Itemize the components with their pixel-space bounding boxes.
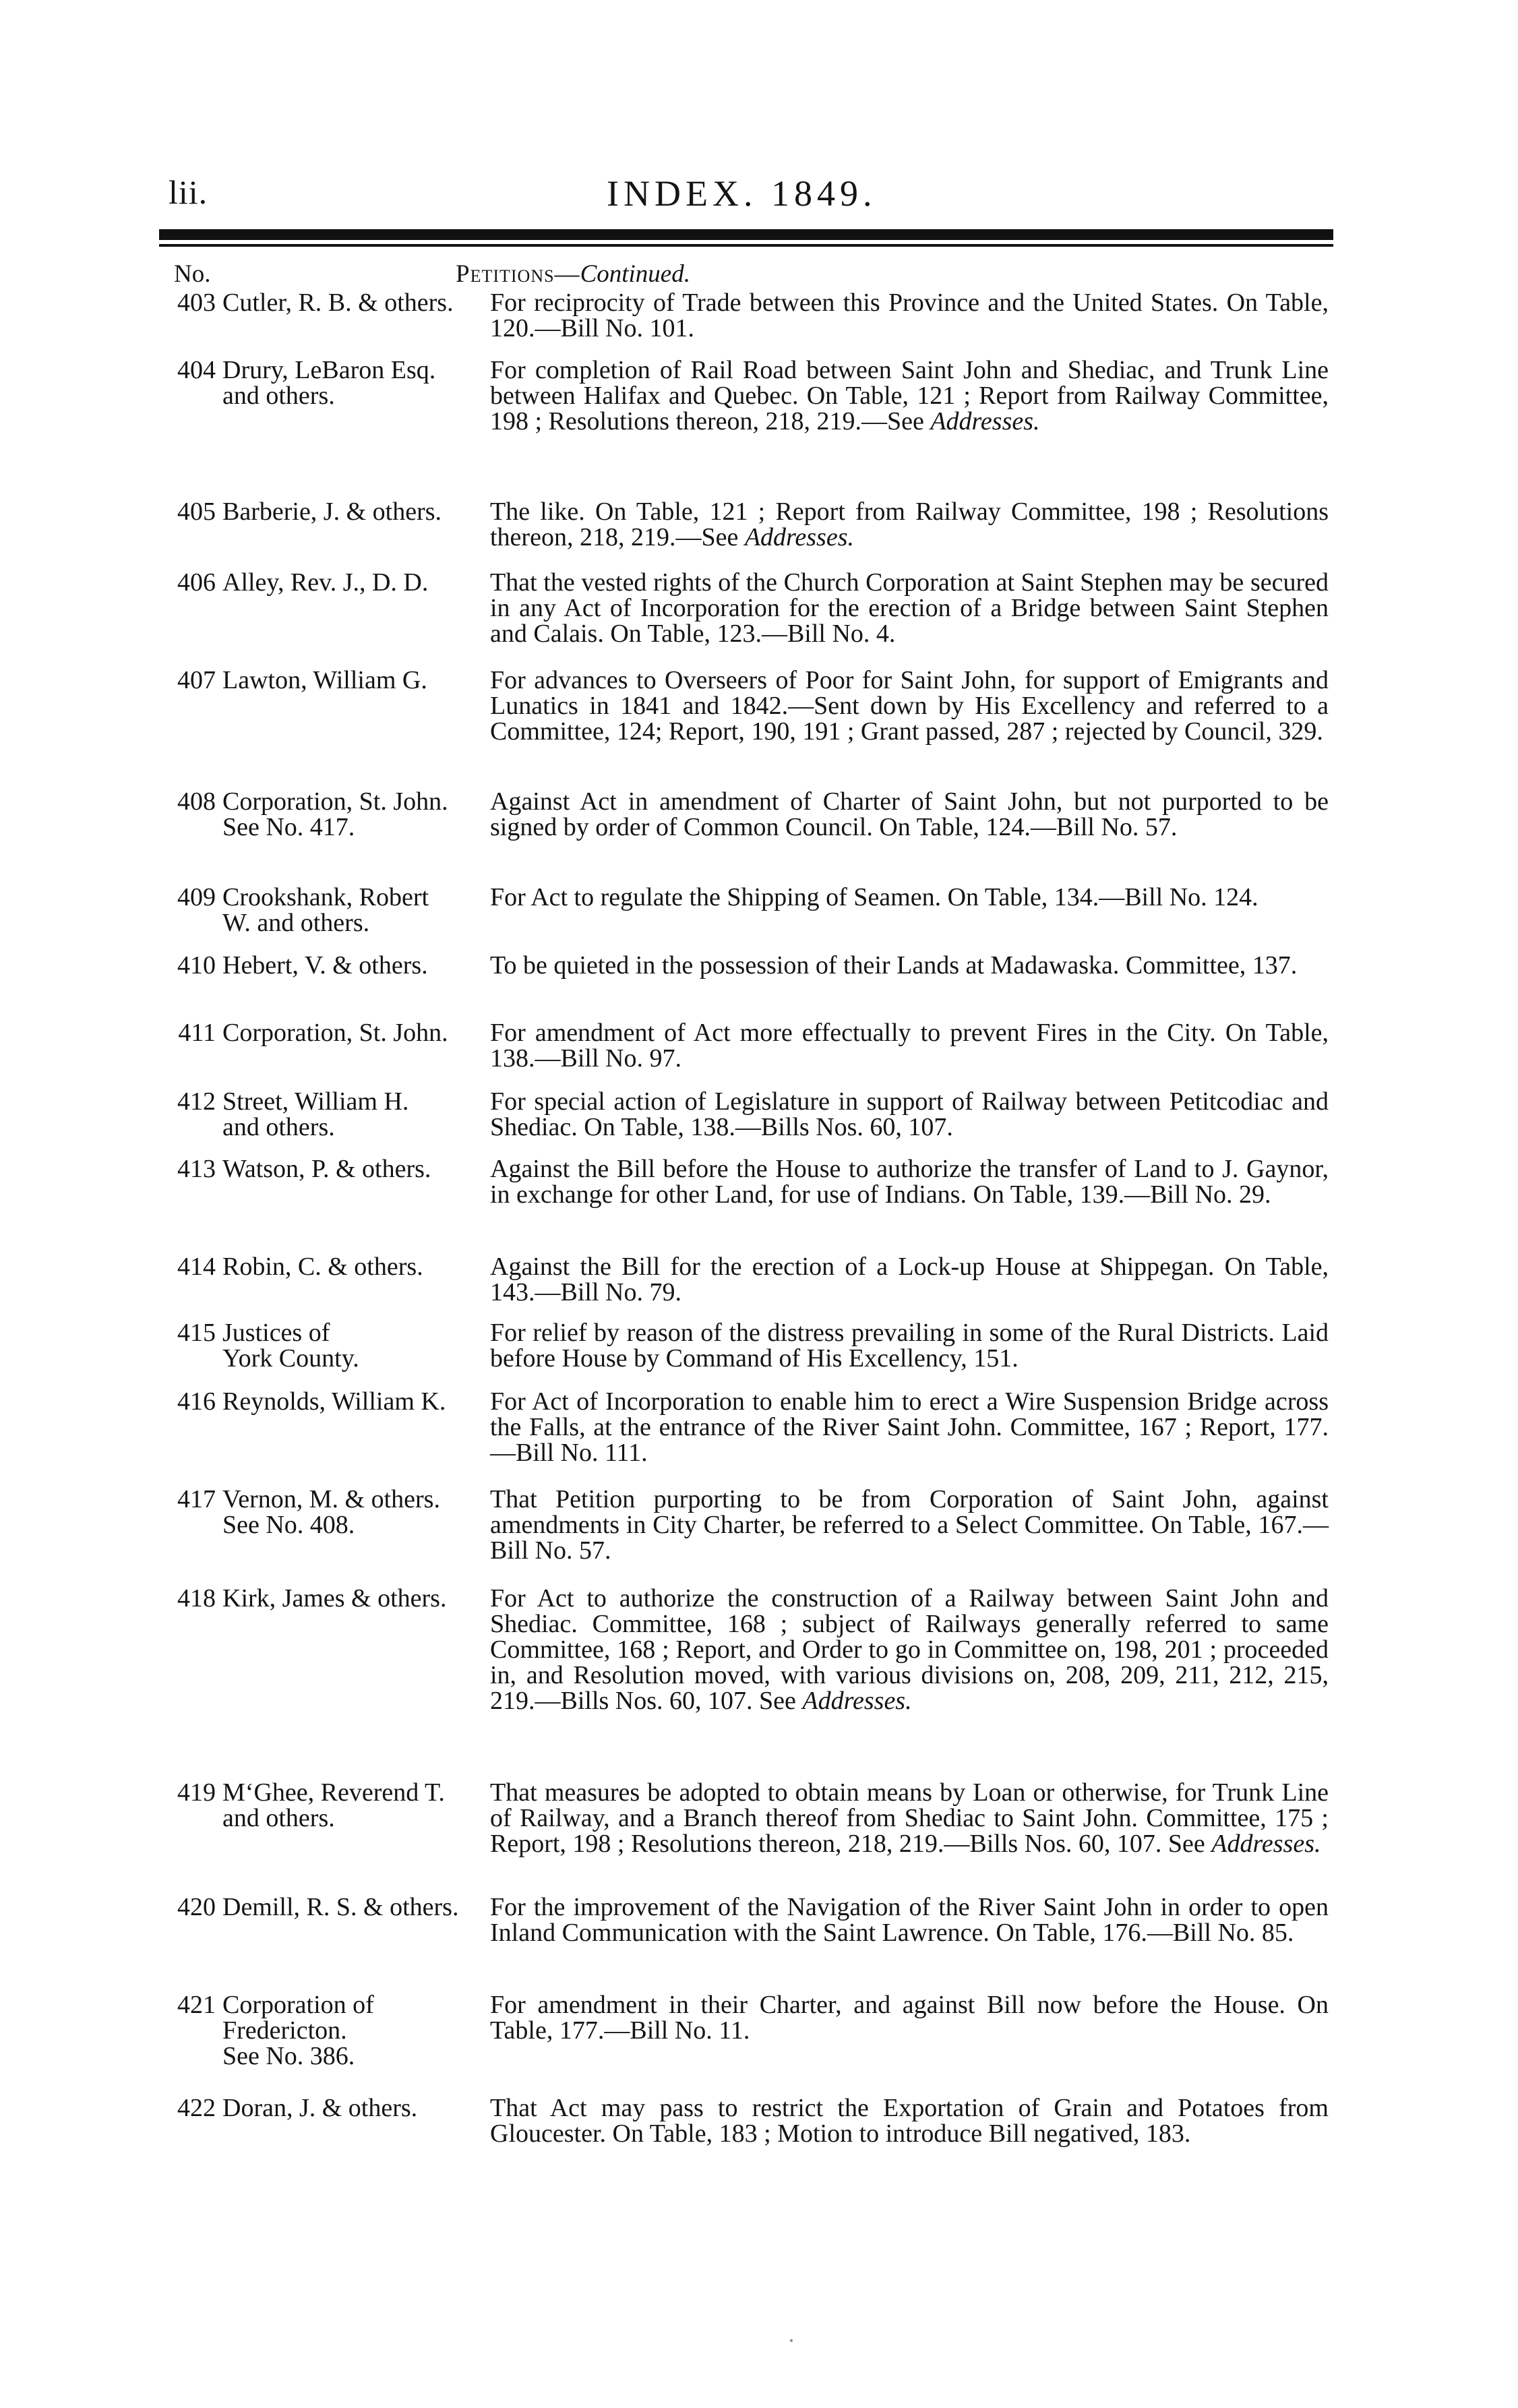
entry-description: For Act to authorize the construction of a Railway between Saint John and Shediac. Committee, 168 ; subject of Railways generally referred to same Committee, 168 ; Report, and Order to go in Committee on, 198, 201 ; proceeded in, and Resolution moved, with various divisions on, 208, 209, 211, 212, 215, 219.—Bills Nos. 60, 107. See Addresses.: [490, 1584, 1329, 1715]
cross-reference: Addresses.: [1211, 1830, 1321, 1858]
entry-description: For Act to regulate the Shipping of Seamen. On Table, 134.—Bill No. 124.: [490, 883, 1258, 911]
entry-petitioner: Kirk, James & others.: [222, 1584, 447, 1613]
entry-petitioner: Barberie, J. & others.: [222, 498, 442, 526]
running-head: [0, 173, 1518, 227]
entry-number: 413: [177, 1155, 216, 1183]
entry-petitioner: Corporation of Fredericton. See No. 386.: [222, 1991, 374, 2070]
entry-description: For reciprocity of Trade between this Province and the United States. On Table, 120.—Bill No. 101.: [490, 289, 1329, 342]
entry-description: To be quieted in the possession of their Lands at Madawaska. Committee, 137.: [490, 951, 1298, 980]
entry-petitioner: Corporation, St. John. See No. 417.: [222, 787, 448, 841]
entry-number: 408: [177, 787, 216, 816]
entry-number: 409: [177, 883, 216, 911]
cross-reference: Addresses.: [802, 1687, 912, 1715]
section-heading: [456, 260, 690, 289]
entry-number: 414: [177, 1253, 216, 1281]
entry-description: For amendment of Act more effectually to prevent Fires in the City. On Table, 138.—Bill No. 97.: [490, 1019, 1329, 1073]
entry-description: That measures be adopted to obtain means by Loan or otherwise, for Trunk Line of Railway, and a Branch thereof from Shediac to Saint John. Committee, 175 ; Report, 198 ; Resolutions thereon, 218, 219.—Bills Nos. 60, 107. See Addresses.: [490, 1778, 1329, 1858]
entry-description: For special action of Legislature in support of Railway between Petitcodiac and Shediac. On Table, 138.—Bills Nos. 60, 107.: [490, 1087, 1329, 1141]
entry-number: 411: [178, 1019, 216, 1047]
entry-petitioner: Justices of York County.: [222, 1319, 359, 1373]
entry-description: For relief by reason of the distress prevailing in some of the Rural Districts. Laid before House by Command of His Excellency, 151.: [490, 1319, 1329, 1373]
header-rule-thick: [159, 229, 1333, 240]
entry-description: The like. On Table, 121 ; Report from Railway Committee, 198 ; Resolutions thereon, 218, 219.—See Addresses.: [490, 498, 1329, 551]
entry-number: 419: [177, 1778, 216, 1807]
entry-petitioner: Demill, R. S. & others.: [222, 1893, 459, 1921]
entry-number: 416: [177, 1387, 216, 1416]
entry-number: 403: [177, 289, 216, 317]
entry-number: 415: [177, 1319, 216, 1347]
entry-number: 407: [177, 666, 216, 694]
cross-reference: Addresses.: [930, 407, 1040, 435]
entry-number: 422: [177, 2094, 216, 2122]
entry-petitioner: Street, William H. and others.: [222, 1087, 409, 1141]
cross-reference: Addresses.: [744, 523, 854, 551]
entry-description: For amendment in their Charter, and against Bill now before the House. On Table, 177.—Bill No. 11.: [490, 1991, 1329, 2045]
entry-description: For advances to Overseers of Poor for Saint John, for support of Emigrants and Lunatics in 1841 and 1842.—Sent down by His Excellency and referred to a Committee, 124; Report, 190, 191 ; Grant passed, 287 ; rejected by Council, 329.: [490, 666, 1329, 746]
entry-description: That Act may pass to restrict the Exportation of Grain and Potatoes from Gloucester. On Table, 183 ; Motion to introduce Bill negatived, 183.: [490, 2094, 1329, 2148]
entry-description: Against Act in amendment of Charter of Saint John, but not purported to be signed by order of Common Council. On Table, 124.—Bill No. 57.: [490, 787, 1329, 841]
entry-description: That the vested rights of the Church Corporation at Saint Stephen may be secured in any Act of Incorporation for the erection of a Bridge between Saint Stephen and Calais. On Table, 123.—Bill No. 4.: [490, 568, 1329, 648]
entry-description: Against the Bill before the House to authorize the transfer of Land to J. Gaynor, in exchange for other Land, for use of Indians. On Table, 139.—Bill No. 29.: [490, 1155, 1329, 1209]
entry-number: 412: [177, 1087, 216, 1116]
page-title: INDEX. 1849.: [607, 173, 877, 214]
entry-petitioner: Watson, P. & others.: [222, 1155, 431, 1183]
section-continued: Continued.: [580, 260, 690, 288]
entry-petitioner: Vernon, M. & others. See No. 408.: [222, 1485, 440, 1539]
entry-petitioner: Hebert, V. & others.: [222, 951, 428, 980]
entry-number: 418: [177, 1584, 216, 1613]
paper-speck: [790, 2339, 793, 2342]
entry-petitioner: Alley, Rev. J., D. D.: [222, 568, 429, 597]
entry-petitioner: Crookshank, Robert W. and others.: [222, 883, 429, 937]
entry-petitioner: Drury, LeBaron Esq. and others.: [222, 356, 436, 410]
entry-petitioner: Reynolds, William K.: [222, 1387, 446, 1416]
entry-description: For the improvement of the Navigation of the River Saint John in order to open Inland Communication with the Saint Lawrence. On Table, 176.—Bill No. 85.: [490, 1893, 1329, 1947]
entry-number: 405: [177, 498, 216, 526]
entry-number: 406: [177, 568, 216, 597]
entry-number: 404: [177, 356, 216, 384]
entry-petitioner: Robin, C. & others.: [222, 1253, 423, 1281]
entry-number: 410: [177, 951, 216, 980]
entry-petitioner: Lawton, William G.: [222, 666, 427, 694]
entry-description: For completion of Rail Road between Saint John and Shediac, and Trunk Line between Halifax and Quebec. On Table, 121 ; Report from Railway Committee, 198 ; Resolutions thereon, 218, 219.—See Addresses.: [490, 356, 1329, 435]
entry-description: Against the Bill for the erection of a Lock-up House at Shippegan. On Table, 143.—Bill No. 79.: [490, 1253, 1329, 1306]
entry-description: That Petition purporting to be from Corporation of Saint John, against amendments in City Charter, be referred to a Select Committee. On Table, 167.—Bill No. 57.: [490, 1485, 1329, 1565]
number-column-label: No.: [174, 260, 211, 288]
entry-petitioner: Doran, J. & others.: [222, 2094, 418, 2122]
entry-number: 421: [177, 1991, 216, 2019]
entry-number: 420: [177, 1893, 216, 1921]
entry-petitioner: M‘Ghee, Reverend T. and others.: [222, 1778, 445, 1832]
page-folio: lii.: [169, 173, 208, 211]
entry-description: For Act of Incorporation to enable him to erect a Wire Suspension Bridge across the Falls, at the entrance of the River Saint John. Committee, 167 ; Report, 177.—Bill No. 111.: [490, 1387, 1329, 1467]
entry-petitioner: Cutler, R. B. & others.: [222, 289, 454, 317]
header-rule-thin: [159, 244, 1333, 247]
section-label: Petitions—: [456, 260, 580, 288]
entry-number: 417: [177, 1485, 216, 1513]
entry-petitioner: Corporation, St. John.: [222, 1019, 448, 1047]
